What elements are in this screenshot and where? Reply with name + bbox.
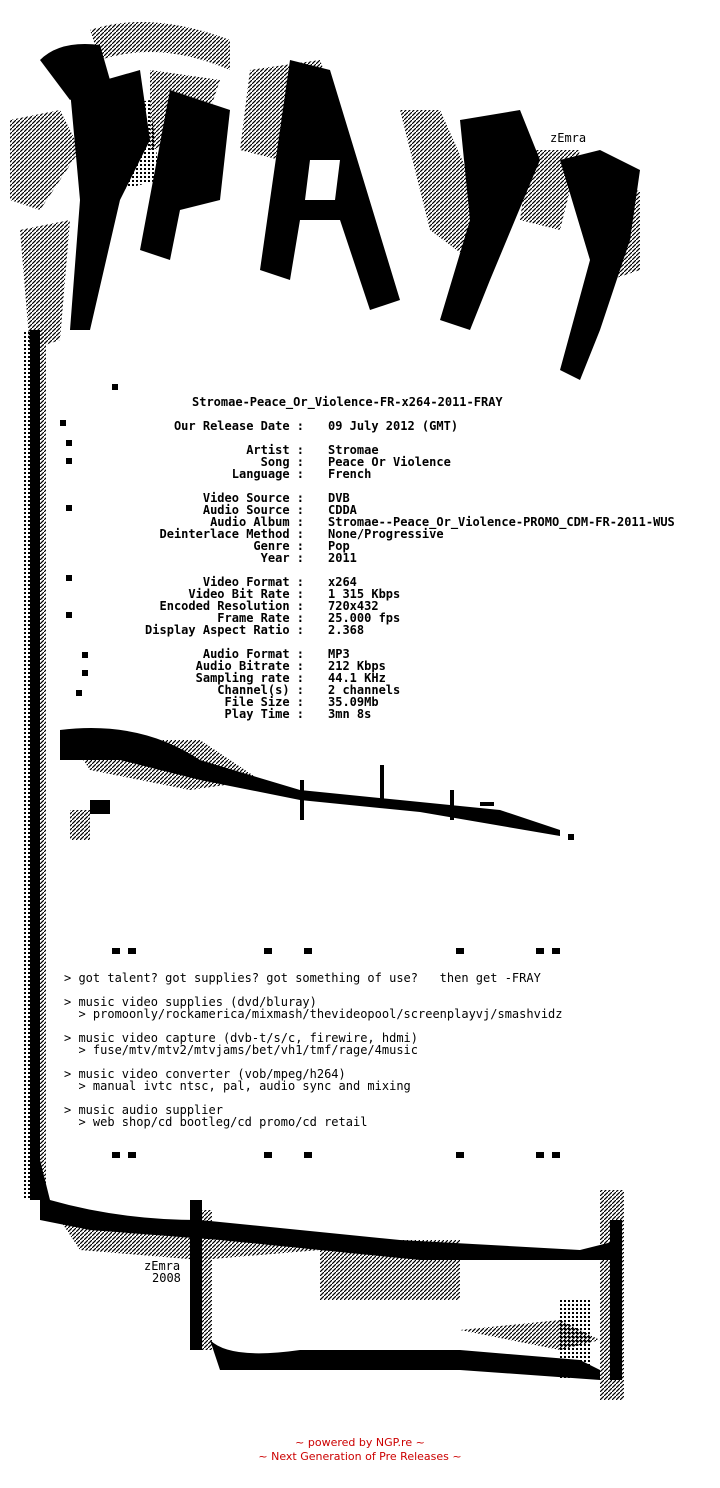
ad-detail: > promoonly/rockamerica/mixmash/thevideopool/screenplayvj/smashvidz bbox=[64, 1007, 563, 1021]
info-label: Deinterlace Method : bbox=[159, 527, 304, 541]
info-label: Frame Rate : bbox=[217, 611, 304, 625]
info-value: 720x432 bbox=[328, 599, 379, 613]
info-label: Genre : bbox=[253, 539, 304, 553]
info-value: 35.09Mb bbox=[328, 695, 379, 709]
info-label: Audio Format : bbox=[202, 647, 304, 661]
info-value: MP3 bbox=[328, 647, 350, 661]
signature-bottom-year: 2008 bbox=[152, 1271, 181, 1285]
ad-detail: > fuse/mtv/mtv2/mtvjams/bet/vh1/tmf/rage/4music bbox=[64, 1043, 419, 1057]
info-value: Stromae bbox=[328, 443, 379, 457]
info-label: Display Aspect Ratio : bbox=[145, 623, 304, 637]
info-value: None/Progressive bbox=[328, 527, 444, 541]
info-label: Video Format : bbox=[202, 575, 304, 589]
ad-heading: > music audio supplier bbox=[64, 1103, 223, 1117]
info-label: Language : bbox=[231, 467, 304, 481]
info-value: 25.000 fps bbox=[328, 611, 401, 625]
info-label: Video Bit Rate : bbox=[188, 587, 304, 601]
ad-heading: > music video capture (dvb-t/s/c, firewire, hdmi) bbox=[64, 1031, 419, 1045]
info-value: 1 315 Kbps bbox=[328, 587, 401, 601]
ad-heading: > music video supplies (dvd/bluray) bbox=[64, 995, 317, 1009]
info-value: x264 bbox=[328, 575, 357, 589]
signature-bottom-name: zEmra bbox=[144, 1259, 181, 1273]
info-value: 2.368 bbox=[328, 623, 365, 637]
info-label: Channel(s) : bbox=[217, 683, 304, 697]
info-label: Video Source : bbox=[202, 491, 304, 505]
info-label: File Size : bbox=[224, 695, 304, 709]
info-label: Year : bbox=[260, 551, 304, 565]
footer-tagline: ~ Next Generation of Pre Releases ~ bbox=[258, 1450, 462, 1463]
footer-powered-by[interactable]: ~ powered by NGP.re ~ bbox=[295, 1436, 425, 1449]
info-value: Pop bbox=[328, 539, 350, 553]
release-date-value: 09 July 2012 (GMT) bbox=[328, 419, 459, 433]
info-label: Audio Source : bbox=[202, 503, 304, 517]
info-value: 2 channels bbox=[328, 683, 401, 697]
ad-detail: > manual ivtc ntsc, pal, audio sync and mixing bbox=[64, 1079, 411, 1093]
info-label: Audio Album : bbox=[210, 515, 304, 529]
info-value: 3mn 8s bbox=[328, 707, 372, 721]
info-label: Song : bbox=[260, 455, 304, 469]
info-label: Audio Bitrate : bbox=[195, 659, 304, 673]
fray-logo bbox=[10, 22, 640, 380]
dotted-separator-top bbox=[112, 948, 560, 954]
dotted-separator-bottom bbox=[112, 1152, 560, 1158]
info-label: Sampling rate : bbox=[195, 671, 304, 685]
ad-detail: > web shop/cd bootleg/cd promo/cd retail bbox=[64, 1115, 368, 1129]
ad-heading: > music video converter (vob/mpeg/h264) bbox=[64, 1067, 346, 1081]
middle-branch bbox=[60, 728, 574, 840]
signature-top: zEmra bbox=[550, 131, 587, 145]
info-value: 2011 bbox=[328, 551, 357, 565]
info-label: Play Time : bbox=[224, 707, 304, 721]
ad-heading: > got talent? got supplies? got something of use? then get -FRAY bbox=[64, 971, 541, 985]
info-value: French bbox=[328, 467, 372, 481]
info-value: Peace Or Violence bbox=[328, 455, 451, 469]
info-label: Artist : bbox=[246, 443, 304, 457]
release-name: Stromae-Peace_Or_Violence-FR-x264-2011-FRAY bbox=[192, 395, 503, 409]
release-date-label: Our Release Date : bbox=[173, 419, 304, 433]
info-value: 44.1 KHz bbox=[328, 671, 386, 685]
info-value: 212 Kbps bbox=[328, 659, 386, 673]
bottom-ornament bbox=[40, 1160, 624, 1400]
info-value: CDDA bbox=[328, 503, 357, 517]
info-value: DVB bbox=[328, 491, 350, 505]
info-value: Stromae--Peace_Or_Violence-PROMO_CDM-FR-2011-WUS bbox=[328, 515, 675, 529]
info-label: Encoded Resolution : bbox=[159, 599, 304, 613]
